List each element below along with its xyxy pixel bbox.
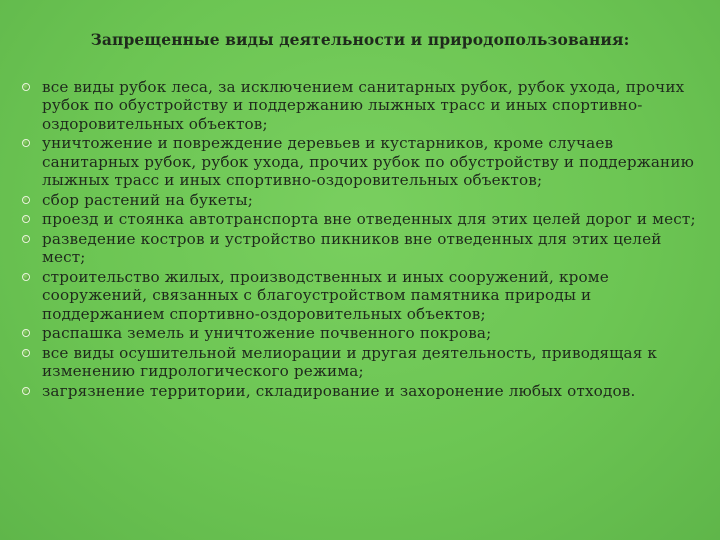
list-item xyxy=(22,210,710,228)
circle-bullet-icon xyxy=(22,196,30,204)
list-item-text: проезд и стоянка автотранспорта вне отведенных для этих целей дорог и мест; xyxy=(42,210,696,229)
list-item-text: строительство жилых, производственных и иных сооружений, кроме сооружений, связанных с благоустройством памятника природы и поддержанием спортивно-оздоровительных объектов; xyxy=(42,268,609,323)
list-item-text: разведение костров и устройство пикников вне отведенных для этих целей мест; xyxy=(42,230,662,267)
circle-bullet-icon xyxy=(22,273,30,281)
circle-bullet-icon xyxy=(22,387,30,395)
circle-bullet-icon xyxy=(22,349,30,357)
list-item-text: распашка земель и уничтожение почвенного покрова; xyxy=(42,324,492,343)
list-item-text: сбор растений на букеты; xyxy=(42,190,253,209)
list-item xyxy=(22,230,710,267)
list-item xyxy=(22,191,710,209)
list-item-text: уничтожение и повреждение деревьев и кустарников, кроме случаев санитарных рубок, рубок ухода, прочих рубок по обустройству и поддержанию лыжных трасс и иных спортивно-оздоровительных объектов; xyxy=(42,134,694,190)
list-item-text: загрязнение территории, складирование и захоронение любых отходов. xyxy=(42,382,636,400)
list-item xyxy=(22,324,710,342)
list-item-text: все виды рубок леса, за исключением санитарных рубок, рубок ухода, прочих рубок по обустройству и поддержанию лыжных трасс и иных спортивно-оздоровительных объектов; xyxy=(42,78,685,133)
list-item xyxy=(22,344,710,381)
circle-bullet-icon xyxy=(22,83,30,91)
circle-bullet-icon xyxy=(22,215,30,223)
list-item xyxy=(22,268,710,323)
circle-bullet-icon xyxy=(22,139,30,147)
list-item xyxy=(22,78,710,133)
list-item xyxy=(22,382,710,400)
circle-bullet-icon xyxy=(22,329,30,337)
circle-bullet-icon xyxy=(22,235,30,243)
slide-title: Запрещенные виды деятельности и природопользования: xyxy=(90,30,630,49)
list-item xyxy=(22,134,710,189)
bullet-list xyxy=(22,78,710,402)
list-item-text: все виды осушительной мелиорации и другая деятельность, приводящая к изменению гидрологического режима; xyxy=(42,344,658,381)
